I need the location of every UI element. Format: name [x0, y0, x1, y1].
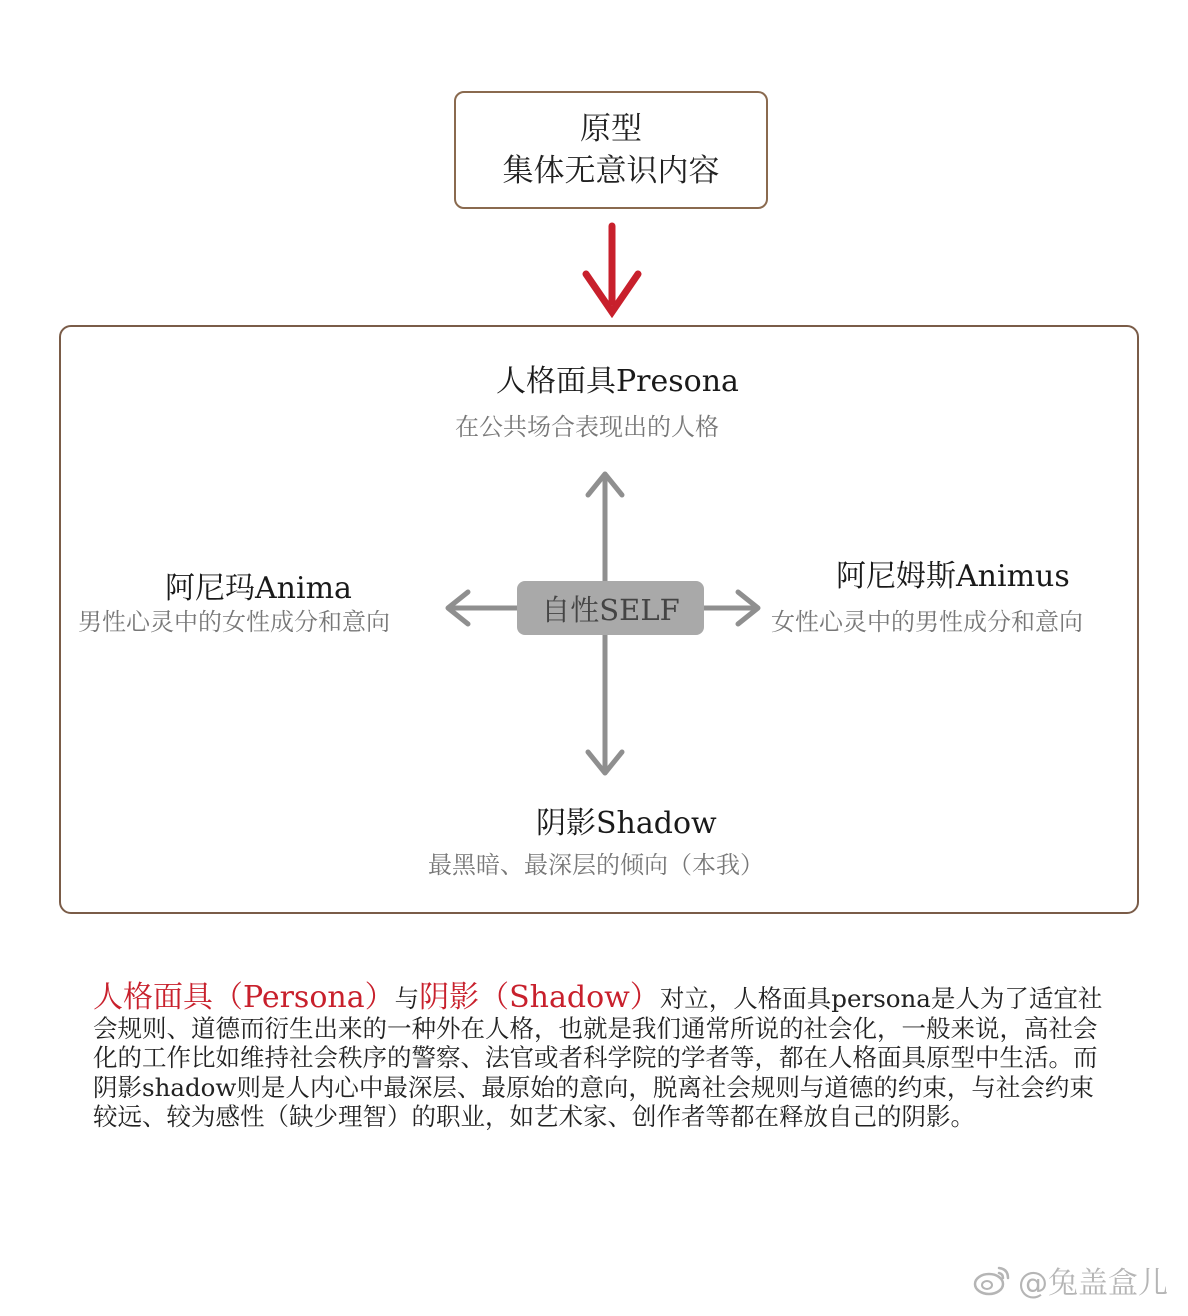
animus-title: 阿尼姆斯Animus	[836, 559, 1070, 594]
shadow-title: 阴影Shadow	[536, 806, 717, 841]
persona-title: 人格面具Presona	[496, 364, 739, 399]
archetype-subtitle: 集体无意识内容	[502, 153, 720, 189]
weibo-icon	[972, 1264, 1012, 1296]
animus-subtitle: 女性心灵中的男性成分和意向	[771, 608, 1083, 636]
anima-title: 阿尼玛Anima	[165, 571, 352, 606]
persona-subtitle: 在公共场合表现出的人格	[455, 413, 719, 441]
shadow-highlight: 阴影（Shadow）	[419, 980, 660, 1015]
shadow-subtitle: 最黑暗、最深层的倾向（本我）	[428, 851, 764, 879]
anima-subtitle: 男性心灵中的女性成分和意向	[78, 608, 390, 636]
self-label: 自性SELF	[541, 592, 680, 627]
watermark	[972, 1258, 1168, 1302]
self-node	[517, 581, 704, 635]
paragraph-body: 对立，人格面具persona是人为了适宜社会规则、道德而衍生出来的一种外在人格，也就是我们通常所说的社会化，一般来说，高社会化的工作比如维持社会秩序的警察、法官或者科学院的学者等，都在人格面具原型中生活。而阴影shadow则是人内心中最深层、最原始的意向，脱离社会规则与道德的约束，与社会约束较远、较为感性（缺少理智）的职业，如艺术家、创作者等都在释放自己的阴影。	[93, 984, 1103, 1131]
watermark-text: @兔盖盒儿	[1018, 1266, 1168, 1301]
explanation-paragraph	[93, 980, 1113, 1132]
archetype-title: 原型	[580, 111, 642, 147]
paragraph-connector: 与	[394, 984, 420, 1013]
persona-highlight: 人格面具（Persona）	[93, 980, 395, 1015]
